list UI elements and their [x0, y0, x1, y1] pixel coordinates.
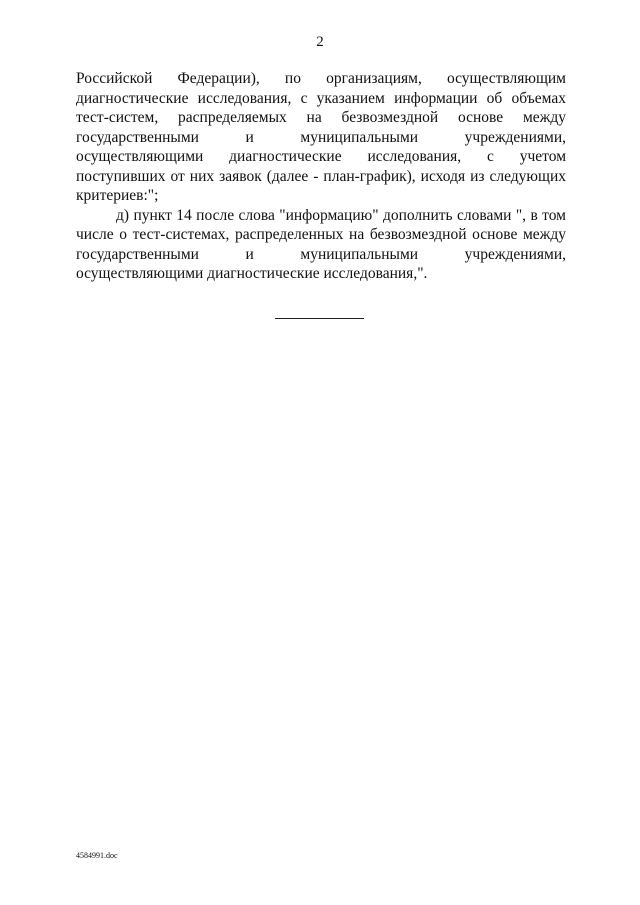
document-body — [76, 69, 566, 284]
footer-filename: 4584991.doc — [76, 851, 118, 860]
end-of-text-rule — [275, 318, 364, 319]
paragraph-item-d: д) пункт 14 после слова "информацию" дополнить словами ", в том числе о тест-системах, распределенных на безвозмездной основе между государственными и муниципальными учреждениями, осуществляющими диагностические исследования,". — [76, 206, 566, 282]
paragraph-continuation: Российской Федерации), по организациям, осуществляющим диагностические исследования, с указанием информации об объемах тест-систем, распределяемых на безвозмездной основе между государственными и муниципальными учреждениями, осуществляющими диагностические исследования, с учетом поступивших от них заявок (далее - план-график), исходя из следующих критериев:"; — [76, 70, 566, 204]
page-number: 2 — [316, 34, 324, 50]
